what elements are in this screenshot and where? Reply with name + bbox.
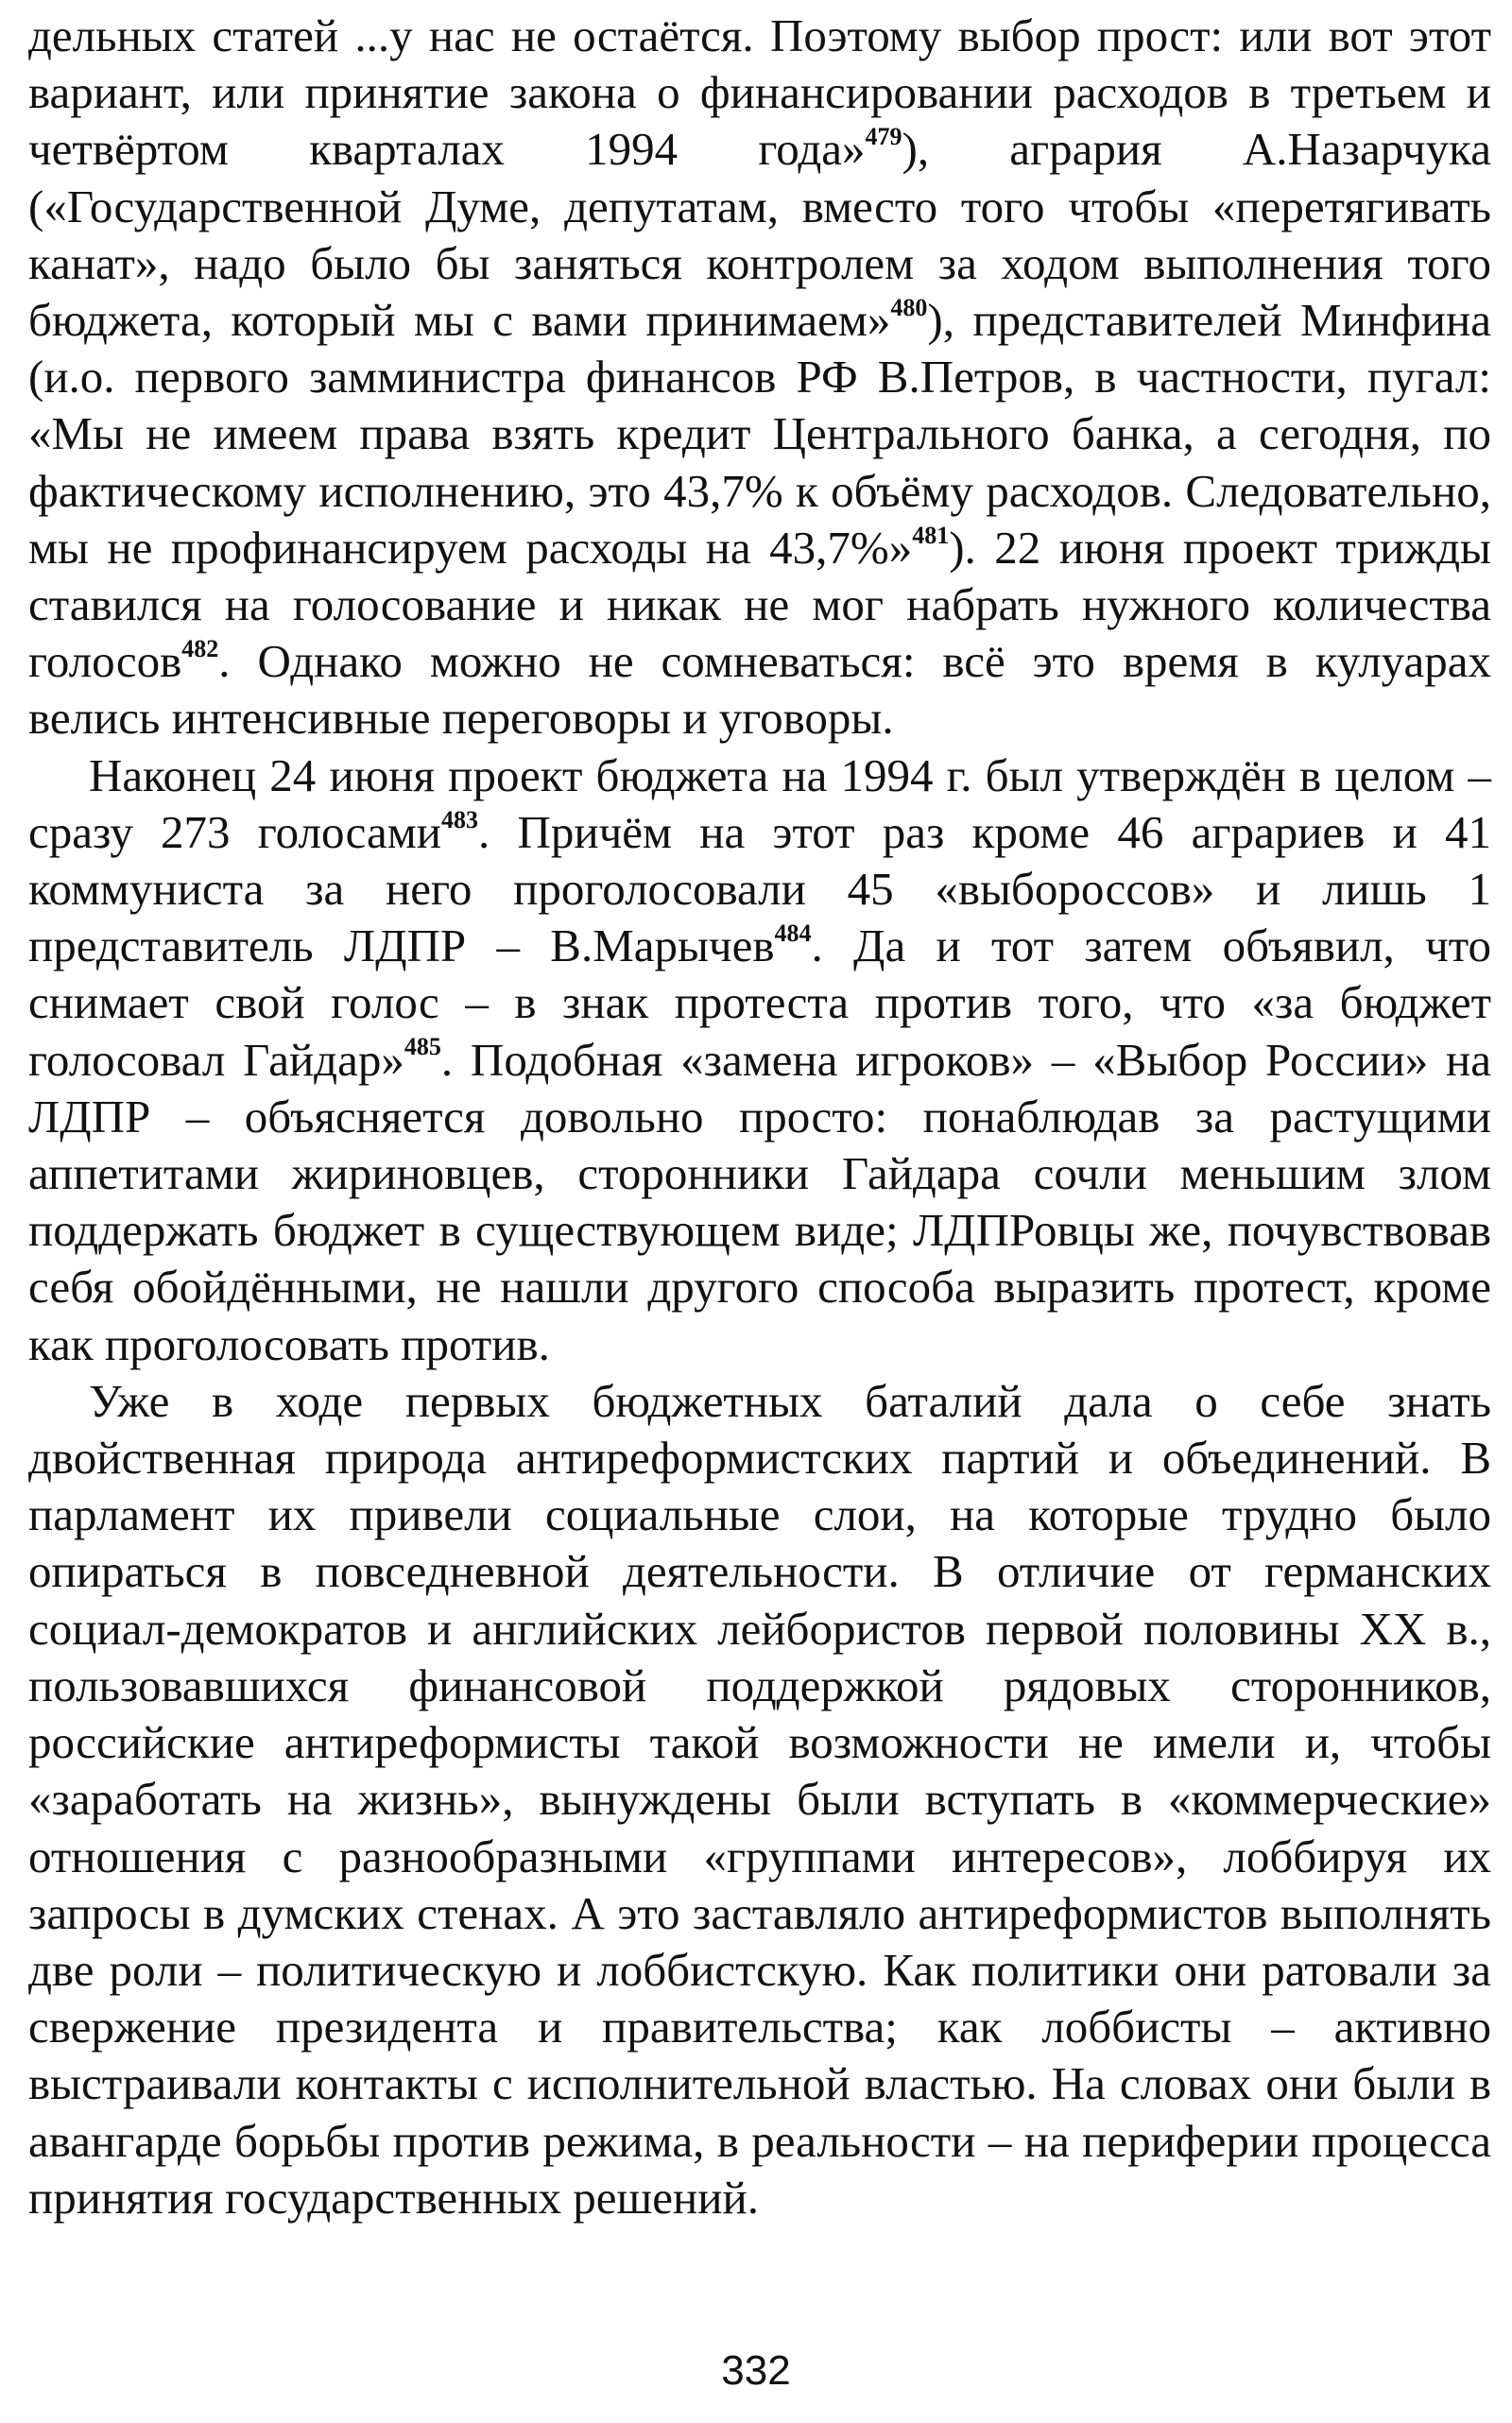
footnote-ref: 484	[774, 919, 812, 947]
footnote-ref: 482	[181, 634, 219, 662]
page-number: 332	[721, 2347, 791, 2394]
footnote-ref: 479	[865, 123, 902, 151]
paragraph-text: . Однако можно не сомневаться: всё это время в кулуарах велись интенсивные переговоры и уговоры.	[28, 635, 1491, 745]
paragraph-text: ). 22 июня проект трижды ставился на голосование и никак не мог набрать нужного количества голосов	[28, 521, 1491, 688]
paragraph-text: Наконец 24 июня проект бюджета на 1994 г. был утверждён в целом – сразу 273 голосами	[28, 748, 1491, 858]
paragraph-1	[28, 8, 1491, 748]
paragraph-text: . Причём на этот раз кроме 46 аграриев и 41 коммуниста за него проголосовали 45 «выбороссов» и лишь 1 представитель ЛДПР – В.Марычев	[28, 805, 1491, 972]
paragraph-2	[28, 748, 1491, 1373]
paragraph-text: дельных статей ...у нас не остаётся. Поэтому выбор прост: или вот этот вариант, или принятие закона о финансировании расходов в третьем и четвёртом кварталах 1994 года»	[28, 9, 1491, 176]
paragraph-text: ), агрария А.Назарчука («Государственной Думе, депутатам, вместо того чтобы «перетягивать канат», надо было бы заняться контролем за ходом выполнения того бюджета, который мы с вами принимаем»	[28, 123, 1491, 347]
footnote-ref: 485	[404, 1033, 441, 1061]
footnote-ref: 480	[890, 293, 928, 321]
footnote-ref: 481	[912, 521, 950, 549]
page-body	[28, 8, 1491, 2226]
paragraph-text: . Подобная «замена игроков» – «Выбор России» на ЛДПР – объясняется довольно просто: понаблюдав за растущими аппетитами жириновцев, сторонники Гайдара сочли меньшим злом поддержать бюджет в существующем виде; ЛДПРовцы же, почувствовав себя обойдёнными, не нашли другого способа выразить протест, кроме как проголосовать против.	[28, 1033, 1491, 1370]
paragraph-text: Уже в ходе первых бюджетных баталий дала о себе знать двойственная природа антиреформистских партий и объединений. В парламент их привели социальные слои, на которые трудно было опираться в повседневной деятельности. В отличие от германских социал-демократов и английских лейбористов первой половины XX в., пользовавшихся финансовой поддержкой рядовых сторонников, российские антиреформисты такой возможности не имели и, чтобы «заработать на жизнь», вынуждены были вступать в «коммерческие» отношения с разнообразными «группами интересов», лоббируя их запросы в думских стенах. А это заставляло антиреформистов выполнять две роли – политическую и лоббистскую. Как политики они ратовали за свержение президента и правительства; как лоббисты – активно выстраивали контакты с исполнительной властью. На словах они были в авангарде борьбы против режима, в реальности – на периферии процесса принятия государственных решений.	[28, 1374, 1491, 2224]
footnote-ref: 483	[441, 805, 479, 833]
paragraph-3	[28, 1373, 1491, 2226]
paragraph-text: ), представителей Минфина (и.о. первого замминистра финансов РФ В.Петров, в частности, пугал: «Мы не имеем права взять кредит Центрального банка, а сегодня, по фактическому исполнению, это 43,7% к объёму расходов. Следовательно, мы не профинансируем расходы на 43,7%»	[28, 294, 1492, 574]
paragraph-text: . Да и тот затем объявил, что снимает свой голос – в знак протеста против того, что «за бюджет голосовал Гайдар»	[28, 919, 1491, 1086]
